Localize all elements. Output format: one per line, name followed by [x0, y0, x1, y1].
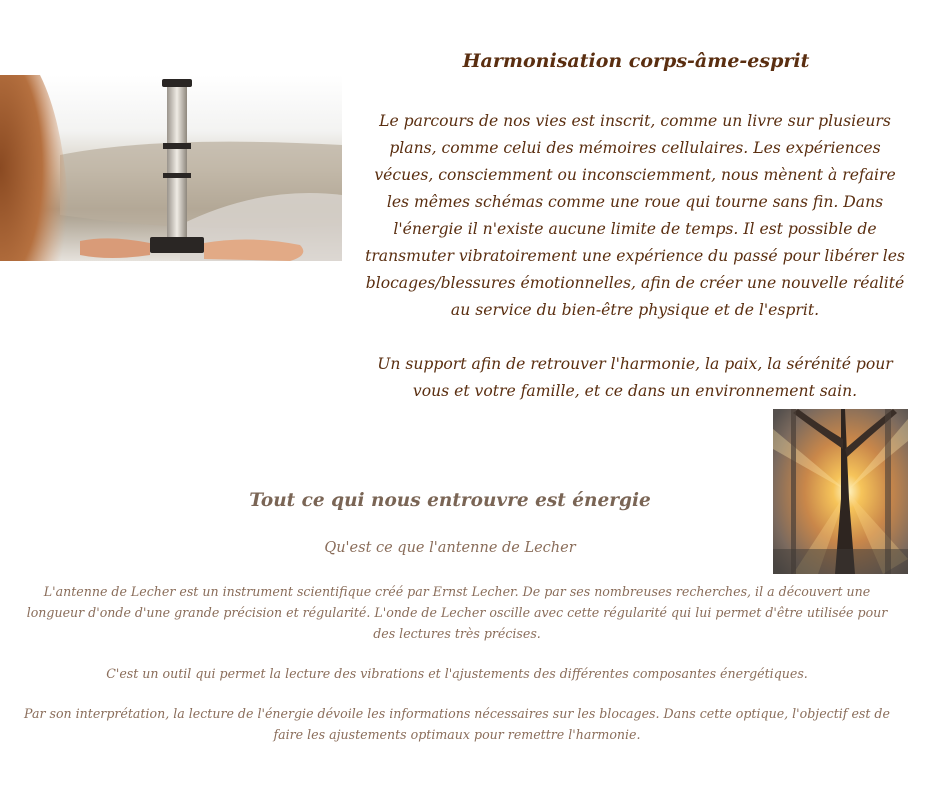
interpretation-paragraph: Par son interprétation, la lecture de l'énergie dévoile les informations nécessaires sur les blocages. Dans cette optique, l'objectif est de faire les ajustements optimaux pour remettre l'harmonie.	[24, 706, 890, 742]
intro-paragraph: Le parcours de nos vies est inscrit, comme un livre sur plusieurs plans, comme celui des mémoires cellulaires. Les expériences vécues, consciemment ou inconsciemment, nous mènent à refaire les mêmes schémas comme une roue qui tourne sans fin. Dans l'énergie il n'existe aucune limite de temps. Il est possible de transmuter vibratoirement une expérience du passé pour libérer les blocages/blessures émotionnelles, afin de créer une nouvelle réalité au service du bien-être physique et de l'esprit.	[365, 112, 905, 319]
energy-section-title: Tout ce qui nous entrouvre est énergie	[249, 490, 651, 511]
lecher-description-paragraph: L'antenne de Lecher est un instrument scientifique créé par Ernst Lecher. De par ses nombreuses recherches, il a découvert une longueur d'onde d'une grande précision et régularité. L'onde de Lecher oscille avec cette régularité qui lui permet d'être utilisée pour des lectures très précises.	[26, 584, 888, 641]
lecher-antenna-photo	[0, 75, 342, 261]
tool-description-paragraph: C'est un outil qui permet la lecture des vibrations et l'ajustements des différentes composantes énergétiques.	[106, 666, 808, 681]
lecher-question-heading: Qu'est ce que l'antenne de Lecher	[324, 540, 576, 556]
page-title: Harmonisation corps-âme-esprit	[462, 50, 810, 72]
support-paragraph: Un support afin de retrouver l'harmonie, la paix, la sérénité pour vous et votre famille, et ce dans un environnement sain.	[377, 355, 893, 400]
forest-sunlight-photo	[773, 409, 908, 574]
